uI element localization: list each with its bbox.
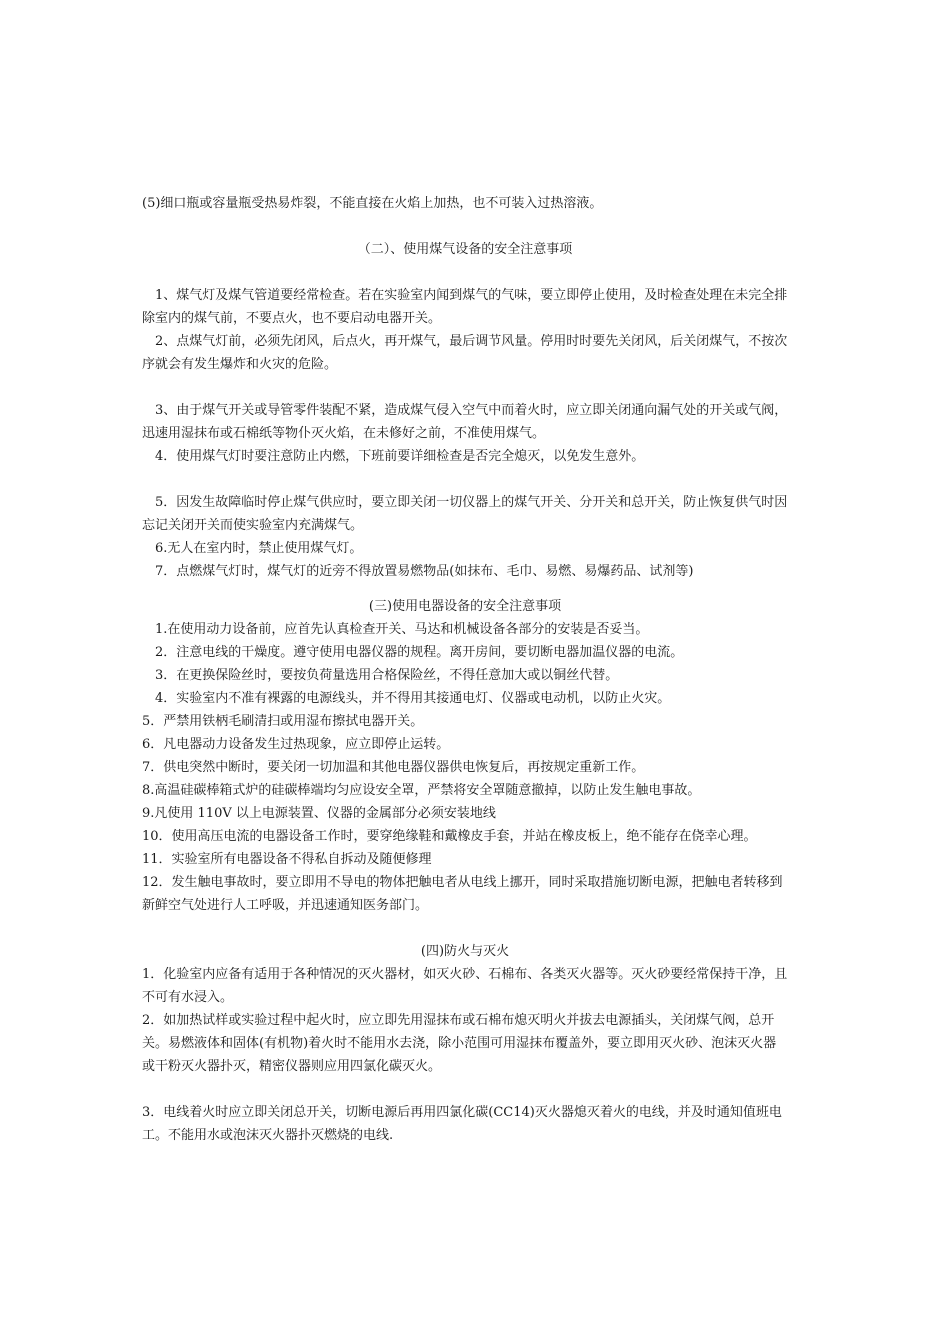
section-3-item-7: 7．供电突然中断时，要关闭一切加温和其他电器仪器供电恢复后，再按规定重新工作。 [142, 760, 645, 775]
section-3-item-10: 10．使用高压电流的电器设备工作时，要穿绝缘鞋和戴橡皮手套，并站在橡皮板上，绝不能存在侥幸心理。 [142, 829, 757, 844]
section-3-item-11: 11．实验室所有电器设备不得私自拆动及随便修理 [142, 852, 432, 867]
section-4-item-3: 3．电线着火时应立即关闭总开关，切断电源后再用四氯化碳(CC14)灭火器熄灭着火的电线，并及时通知值班电工。不能用水或泡沫灭火器扑灭燃烧的电线. [142, 1105, 782, 1143]
section-3-item-9: 9.凡使用 110V 以上电源装置、仪器的金属部分必须安装地线 [142, 806, 496, 821]
section-4-heading: (四)防火与灭火 [420, 944, 510, 959]
section-3-item-8: 8.高温硅碳棒箱式炉的硅碳棒端均匀应设安全罩，严禁将安全罩随意撤掉，以防止发生触电事故。 [142, 783, 701, 798]
section-3-item-3: 3．在更换保险丝时，要按负荷量选用合格保险丝，不得任意加大或以铜丝代替。 [155, 668, 619, 683]
section-2-item-2: 2、点煤气灯前，必须先闭风，后点火，再开煤气，最后调节风量。停用时时要先关闭风，后关闭煤气，不按次序就会有发生爆炸和火灾的危险。 [142, 334, 788, 372]
section-4-item-1: 1．化验室内应备有适用于各种情况的灭火器材，如灭火砂、石棉布、各类灭火器等。灭火砂要经常保持干净，且不可有水浸入。 [142, 967, 788, 1005]
section-2-item-6: 6.无人在室内时，禁止使用煤气灯。 [155, 541, 363, 556]
section-2-item-5: 5．因发生故障临时停止煤气供应时，要立即关闭一切仪器上的煤气开关、分开关和总开关，防止恢复供气时因忘记关闭开关而使实验室内充满煤气。 [142, 495, 788, 533]
section-3-item-1: 1.在使用动力设备前，应首先认真检查开关、马达和机械设备各部分的安装是否妥当。 [155, 622, 649, 637]
section-3-item-2: 2．注意电线的干燥度。遵守使用电器仪器的规程。离开房间，要切断电器加温仪器的电流。 [155, 645, 684, 660]
section-4-item-2: 2．如加热试样或实验过程中起火时，应立即先用湿抹布或石棉布熄灭明火并拔去电源插头，关闭煤气阀，总开关。易燃液体和固体(有机物)着火时不能用水去浇，除小范围可用湿抹布覆盖外，要立即用灭火砂、泡沫灭火器或干粉灭火器扑灭，精密仪器则应用四氯化碳灭火。 [142, 1013, 777, 1074]
section-2-item-1: 1、煤气灯及煤气管道要经常检查。若在实验室内闻到煤气的气味，要立即停止使用，及时检查处理在未完全排除室内的煤气前，不要点火，也不要启动电器开关。 [142, 288, 788, 326]
document-page [142, 192, 788, 1147]
section-2-heading: （二）、使用煤气设备的安全注意事项 [357, 242, 573, 257]
section-3-item-5: 5．严禁用铁柄毛刷清扫或用湿布擦拭电器开关。 [142, 714, 424, 729]
section-3-item-6: 6．凡电器动力设备发生过热现象，应立即停止运转。 [142, 737, 450, 752]
intro-paragraph: (5)细口瓶或容量瓶受热易炸裂，不能直接在火焰上加热，也不可装入过热溶液。 [142, 196, 603, 211]
section-2-item-3: 3、由于煤气开关或导管零件装配不紧，造成煤气侵入空气中而着火时，应立即关闭通向漏气处的开关或气阀，迅速用湿抹布或石棉纸等物仆灭火焰，在未修好之前，不准使用煤气。 [142, 403, 788, 441]
section-3-item-12: 12．发生触电事故时，要立即用不导电的物体把触电者从电线上挪开，同时采取措施切断电源，把触电者转移到新鲜空气处进行人工呼吸，并迅速通知医务部门。 [142, 875, 783, 913]
section-3-heading: (三)使用电器设备的安全注意事项 [368, 599, 562, 614]
section-2-item-7: 7．点燃煤气灯时，煤气灯的近旁不得放置易燃物品(如抹布、毛巾、易燃、易爆药品、试剂等) [155, 564, 694, 579]
section-2-item-4: 4．使用煤气灯时要注意防止内燃，下班前要详细检查是否完全熄灭，以免发生意外。 [155, 449, 645, 464]
section-3-item-4: 4．实验室内不准有裸露的电源线头，并不得用其接通电灯、仪器或电动机，以防止火灾。 [155, 691, 671, 706]
